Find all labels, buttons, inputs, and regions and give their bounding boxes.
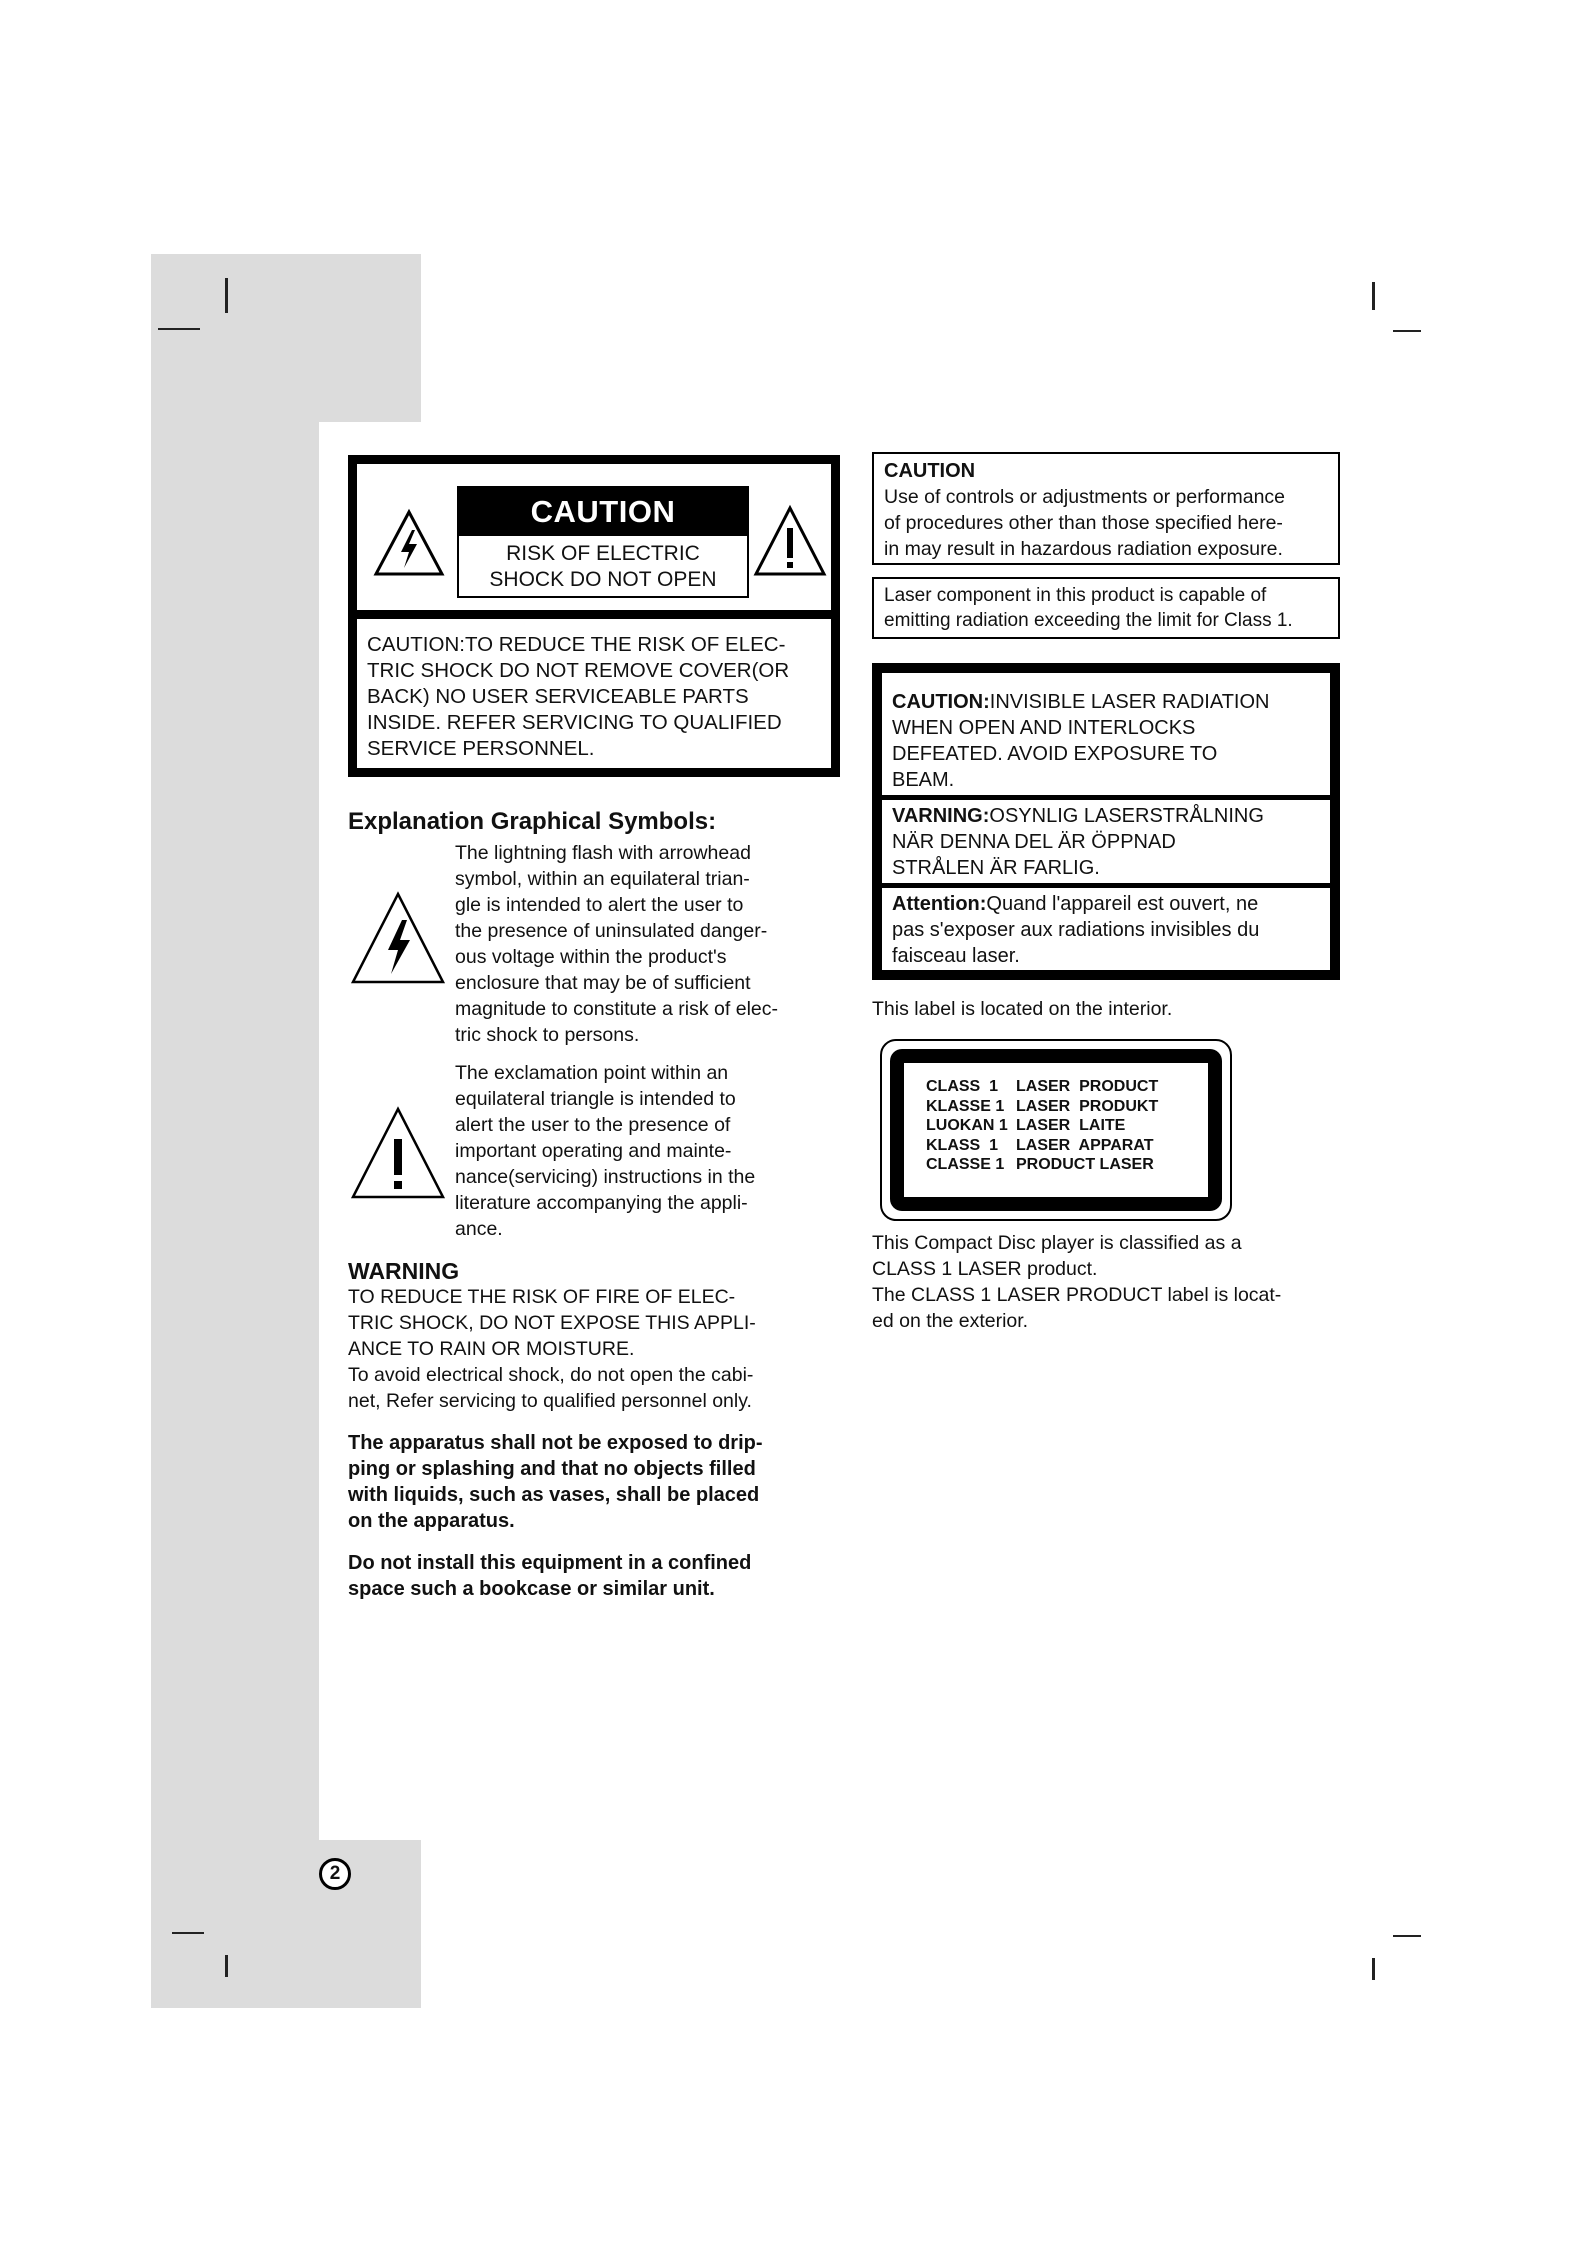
text-line: ANCE TO RAIN OR MOISTURE.: [348, 1338, 635, 1360]
text-line: ping or splashing and that no objects filled: [348, 1458, 756, 1480]
caution-body-line: SERVICE PERSONNEL.: [367, 737, 595, 760]
text-line: on the apparatus.: [348, 1510, 515, 1532]
explanation-heading: Explanation Graphical Symbols:: [348, 808, 717, 835]
text-line: alert the user to the presence of: [455, 1114, 731, 1136]
label-rest: INVISIBLE LASER RADIATION: [989, 691, 1270, 713]
label-class: LUOKAN 1: [926, 1117, 1008, 1134]
caution-body-line: TRIC SHOCK DO NOT REMOVE COVER(OR: [367, 659, 790, 682]
label-rest: Quand l'appareil est ouvert, ne: [986, 893, 1259, 915]
laser-label-text: [904, 1063, 1208, 1197]
exclamation-triangle-icon: [753, 504, 827, 578]
label-product: LASER LAITE: [1016, 1117, 1126, 1134]
section-divider: [882, 795, 1330, 800]
text-line: This Compact Disc player is classified as a: [872, 1232, 1242, 1254]
laser-label-row: [926, 1116, 1208, 1136]
laser-label-row: [926, 1077, 1208, 1097]
caution-banner: [457, 486, 749, 598]
text-line: STRÅLEN ÄR FARLIG.: [892, 857, 1100, 879]
label-product: LASER APPARAT: [1016, 1136, 1154, 1154]
label-class: CLASS 1: [926, 1078, 999, 1095]
crop-mark: [172, 1932, 204, 1934]
text-line: Do not install this equipment in a confined: [348, 1552, 752, 1574]
label-class: CLASSE 1: [926, 1156, 1005, 1173]
text-line: Use of controls or adjustments or performance: [884, 486, 1286, 508]
text-line: TO REDUCE THE RISK OF FIRE OF ELEC-: [348, 1286, 736, 1308]
caution-panel-body: [367, 632, 823, 762]
text-line: space such a bookcase or similar unit.: [348, 1578, 715, 1600]
label-product: LASER PRODUKT: [1016, 1097, 1159, 1115]
exclamation-symbol-description: [455, 1060, 815, 1242]
laser-caution-box: [872, 452, 1340, 565]
exclamation-triangle-icon: [350, 1105, 446, 1201]
text-line: faisceau laser.: [892, 945, 1020, 967]
caution-banner-title: CAUTION: [459, 488, 747, 536]
caution-panel-header: [357, 464, 831, 610]
warning-french: [882, 891, 1330, 969]
margin-band-side: [151, 422, 319, 1840]
cd-classification-text: [872, 1230, 1342, 1334]
laser-label-row: [926, 1097, 1208, 1117]
caution-body-line: BACK) NO USER SERVICEABLE PARTS: [367, 685, 749, 708]
multilanguage-laser-warning: [872, 663, 1340, 980]
text-line: [892, 803, 1320, 829]
splashing-notice: [348, 1430, 818, 1534]
text-line: nance(servicing) instructions in the: [455, 1166, 756, 1188]
text-line: pas s'exposer aux radiations invisibles du: [892, 919, 1260, 941]
lightning-symbol-description: [455, 840, 815, 1048]
text-line: To avoid electrical shock, do not open the cabi-: [348, 1364, 754, 1386]
margin-band-bottom: [151, 1840, 421, 2008]
text-line: equilateral triangle is intended to: [455, 1088, 736, 1110]
text-line: NÄR DENNA DEL ÄR ÖPPNAD: [892, 831, 1176, 853]
text-line: tric shock to persons.: [455, 1024, 640, 1046]
label-class: KLASS 1: [926, 1136, 999, 1154]
text-line: important operating and mainte-: [455, 1140, 732, 1162]
crop-mark: [1372, 282, 1375, 310]
margin-band-top: [151, 254, 421, 422]
text-line: WHEN OPEN AND INTERLOCKS: [892, 717, 1196, 739]
text-line: [892, 689, 1320, 715]
text-line: gle is intended to alert the user to: [455, 894, 744, 916]
laser-caution-title: CAUTION: [884, 460, 976, 482]
label-bold: CAUTION:: [892, 691, 990, 713]
crop-mark: [1393, 1935, 1421, 1937]
crop-mark: [1393, 330, 1421, 332]
text-line: of procedures other than those specified here-: [884, 512, 1283, 534]
warning-heading: WARNING: [348, 1258, 460, 1284]
text-line: ous voltage within the product's: [455, 946, 727, 968]
lightning-triangle-icon: [350, 890, 446, 986]
caution-panel-divider: [357, 610, 831, 619]
banner-line: RISK OF ELECTRIC: [506, 542, 700, 565]
lightning-triangle-icon: [373, 508, 445, 578]
crop-mark: [225, 1955, 228, 1977]
class1-laser-label: [880, 1039, 1232, 1221]
label-rest: OSYNLIG LASERSTRÅLNING: [989, 805, 1264, 827]
text-line: DEFEATED. AVOID EXPOSURE TO: [892, 743, 1218, 765]
text-line: literature accompanying the appli-: [455, 1192, 748, 1214]
text-line: The CLASS 1 LASER PRODUCT label is locat-: [872, 1284, 1282, 1306]
text-line: magnitude to constitute a risk of elec-: [455, 998, 778, 1020]
text-line: enclosure that may be of sufficient: [455, 972, 751, 994]
caution-shock-panel: [348, 455, 840, 777]
installation-notice: [348, 1550, 818, 1602]
warning-english: [882, 689, 1330, 793]
text-line: with liquids, such as vases, shall be placed: [348, 1484, 760, 1506]
text-line: net, Refer servicing to qualified personnel only.: [348, 1390, 752, 1412]
text-line: The apparatus shall not be exposed to drip-: [348, 1432, 763, 1454]
label-product: PRODUCT LASER: [1016, 1156, 1154, 1173]
caution-body-line: CAUTION:TO REDUCE THE RISK OF ELEC-: [367, 633, 786, 656]
label-class: KLASSE 1: [926, 1097, 1005, 1115]
laser-label-row: [926, 1136, 1208, 1156]
text-line: TRIC SHOCK, DO NOT EXPOSE THIS APPLI-: [348, 1312, 756, 1334]
text-line: [892, 891, 1320, 917]
crop-mark: [225, 278, 228, 313]
caution-body-line: INSIDE. REFER SERVICING TO QUALIFIED: [367, 711, 782, 734]
warning-text: [348, 1284, 818, 1414]
text-line: The lightning flash with arrowhead: [455, 842, 751, 864]
text-line: The exclamation point within an: [455, 1062, 729, 1084]
laser-component-box: [872, 577, 1340, 639]
text-line: symbol, within an equilateral trian-: [455, 868, 750, 890]
text-line: CLASS 1 LASER product.: [872, 1258, 1098, 1280]
text-line: the presence of uninsulated danger-: [455, 920, 768, 942]
text-line: ed on the exterior.: [872, 1310, 1029, 1332]
banner-line: SHOCK DO NOT OPEN: [489, 568, 717, 591]
label-bold: VARNING:: [892, 805, 990, 827]
label-product: LASER PRODUCT: [1016, 1078, 1159, 1095]
interior-label-note: This label is located on the interior.: [872, 998, 1173, 1020]
laser-label-row: [926, 1155, 1208, 1175]
text-line: emitting radiation exceeding the limit for Class 1.: [884, 610, 1293, 631]
caution-banner-subtitle: [459, 536, 747, 593]
warning-swedish: [882, 803, 1330, 881]
label-bold: Attention:: [892, 893, 987, 915]
text-line: in may result in hazardous radiation exposure.: [884, 538, 1283, 560]
crop-mark: [1372, 1958, 1375, 1980]
text-line: ance.: [455, 1218, 503, 1240]
page-number: 2: [319, 1858, 351, 1890]
section-divider: [882, 883, 1330, 888]
text-line: Laser component in this product is capable of: [884, 585, 1267, 606]
crop-mark: [158, 328, 200, 330]
text-line: BEAM.: [892, 769, 955, 791]
laser-label-frame: [890, 1049, 1222, 1211]
